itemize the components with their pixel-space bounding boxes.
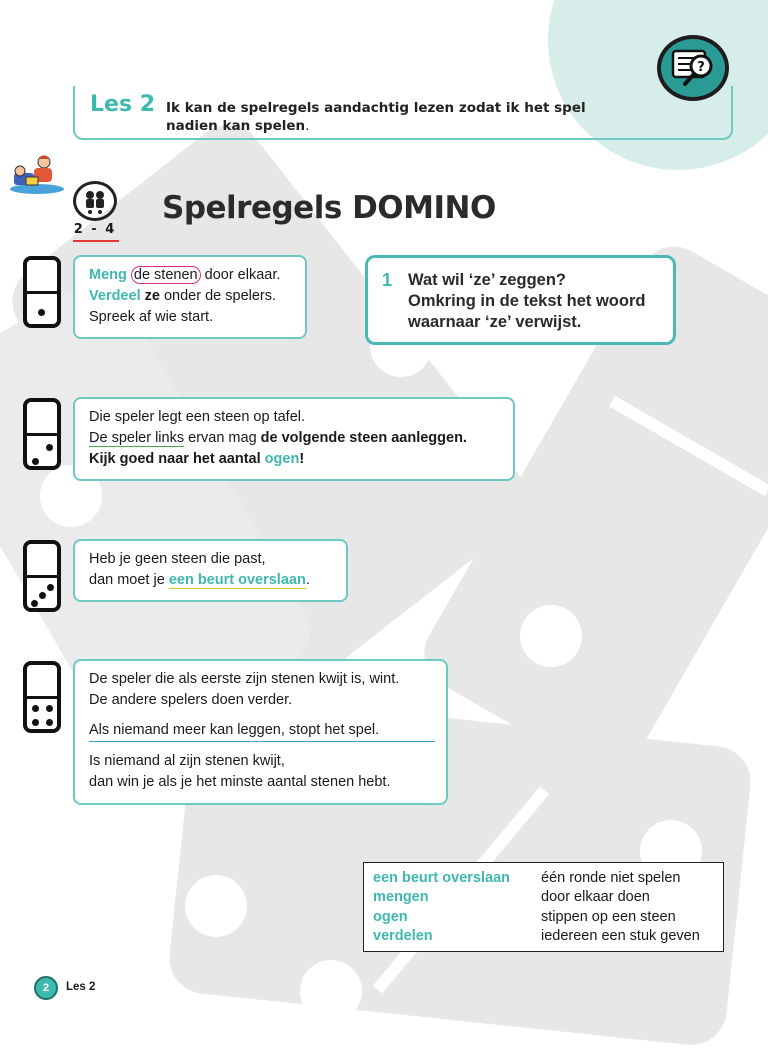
domino-four-pips-icon — [23, 661, 61, 733]
header-decoration — [548, 0, 768, 170]
lesson-label: Les 2 — [90, 92, 156, 117]
page-title: Spelregels DOMINO — [162, 190, 496, 226]
rule-box-4: De speler die als eerste zijn stenen kwijt is, wint. De andere spelers doen verder. Als niemand meer kan leggen, stopt het spel. Is niemand al zijn stenen kwijt, dan win je als je het minste aantal stenen hebt. — [73, 659, 448, 805]
question-box — [365, 255, 676, 345]
question-number: 1 — [382, 270, 393, 290]
question-text: Wat wil ‘ze’ zeggen? Omkring in de tekst het woord waarnaar ‘ze’ verwijst. — [408, 271, 646, 331]
rule-box-2: Die speler legt een steen op tafel. De speler links ervan mag de volgende steen aanleggen. Kijk goed naar het aantal ogen! — [73, 397, 515, 481]
rule-box-3: Heb je geen steen die past, dan moet je een beurt overslaan. — [73, 539, 348, 602]
page-number: 2 — [34, 976, 58, 1000]
footer-label: Les 2 — [66, 981, 96, 993]
two-players-icon — [73, 181, 117, 221]
domino-three-pips-icon — [23, 540, 61, 612]
domino-two-pips-icon — [23, 398, 61, 470]
svg-text:?: ? — [697, 60, 705, 75]
reading-kids-illustration — [8, 153, 66, 195]
rule-box-1: Meng de stenen door elkaar. Verdeel ze onder de spelers. Spreek af wie start. — [73, 255, 307, 339]
circled-word: de stenen — [131, 266, 201, 284]
glossary-table: een beurt overslaan één ronde niet spelen mengen door elkaar doen ogen stippen op een steen verdelen iedereen een stuk geven — [363, 862, 724, 952]
lesson-goal: Ik kan de spelregels aandachtig lezen zodat ik het spel nadien kan spelen. — [166, 100, 586, 134]
players-count: 2 - 4 — [73, 222, 117, 237]
domino-one-pip-icon — [23, 256, 61, 328]
players-underline — [73, 240, 119, 242]
